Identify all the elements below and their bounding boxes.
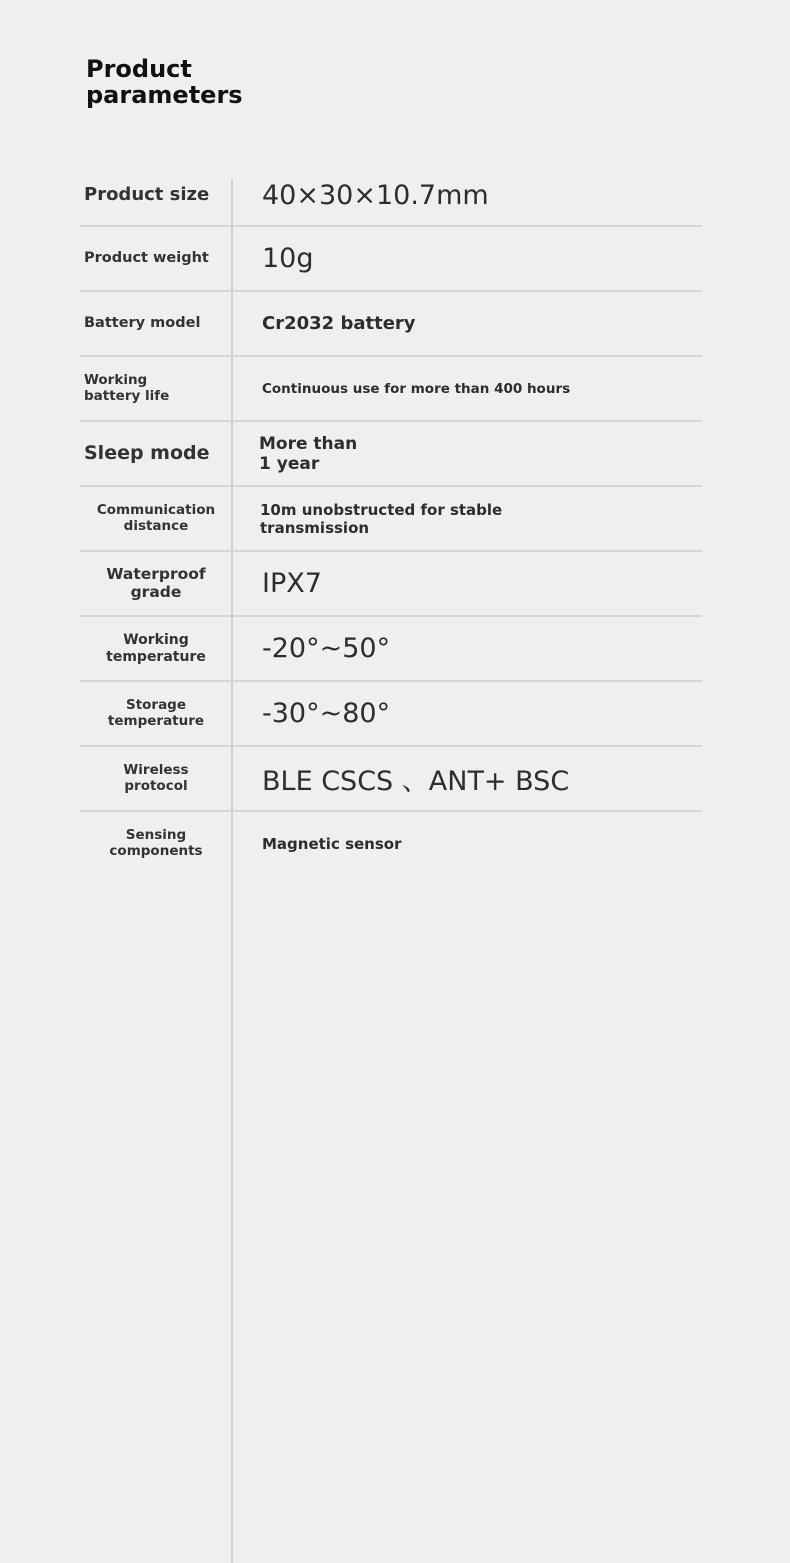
row-label: Waterproof grade [106, 564, 206, 601]
table-row [80, 812, 702, 875]
table-row [80, 552, 702, 617]
table-row [80, 165, 702, 227]
row-value: IPX7 [262, 568, 322, 599]
row-label: Working temperature [106, 632, 206, 665]
row-label: Product size [84, 183, 210, 205]
row-value: Continuous use for more than 400 hours [262, 380, 571, 397]
row-value: BLE CSCS 、ANT+ BSC [262, 766, 570, 797]
row-label: Working battery life [84, 371, 170, 404]
page-title: Product parameters [86, 55, 243, 109]
table-row [80, 747, 702, 812]
table-row [80, 292, 702, 357]
row-label: Battery model [84, 315, 201, 332]
row-value: Magnetic sensor [262, 834, 402, 853]
table-row [80, 487, 702, 552]
table-row [80, 227, 702, 292]
row-value: -30°~80° [262, 698, 391, 729]
row-label: Storage temperature [107, 696, 205, 729]
table-row [80, 422, 702, 487]
row-value: Cr2032 battery [262, 313, 416, 334]
row-label: Sensing components [109, 826, 203, 859]
row-value: 40×30×10.7mm [262, 179, 489, 211]
row-value: 10m unobstructed for stable transmission [260, 500, 503, 537]
row-value: More than 1 year [259, 433, 358, 474]
parameters-table [80, 165, 702, 875]
row-value: -20°~50° [262, 633, 391, 664]
row-label: Sleep mode [84, 441, 210, 464]
row-label: Wireless protocol [123, 761, 189, 794]
row-value: 10g [262, 243, 314, 274]
row-label: Product weight [84, 250, 209, 267]
table-row [80, 682, 702, 747]
table-row [80, 357, 702, 422]
row-label: Communication distance [96, 501, 216, 534]
table-row [80, 617, 702, 682]
